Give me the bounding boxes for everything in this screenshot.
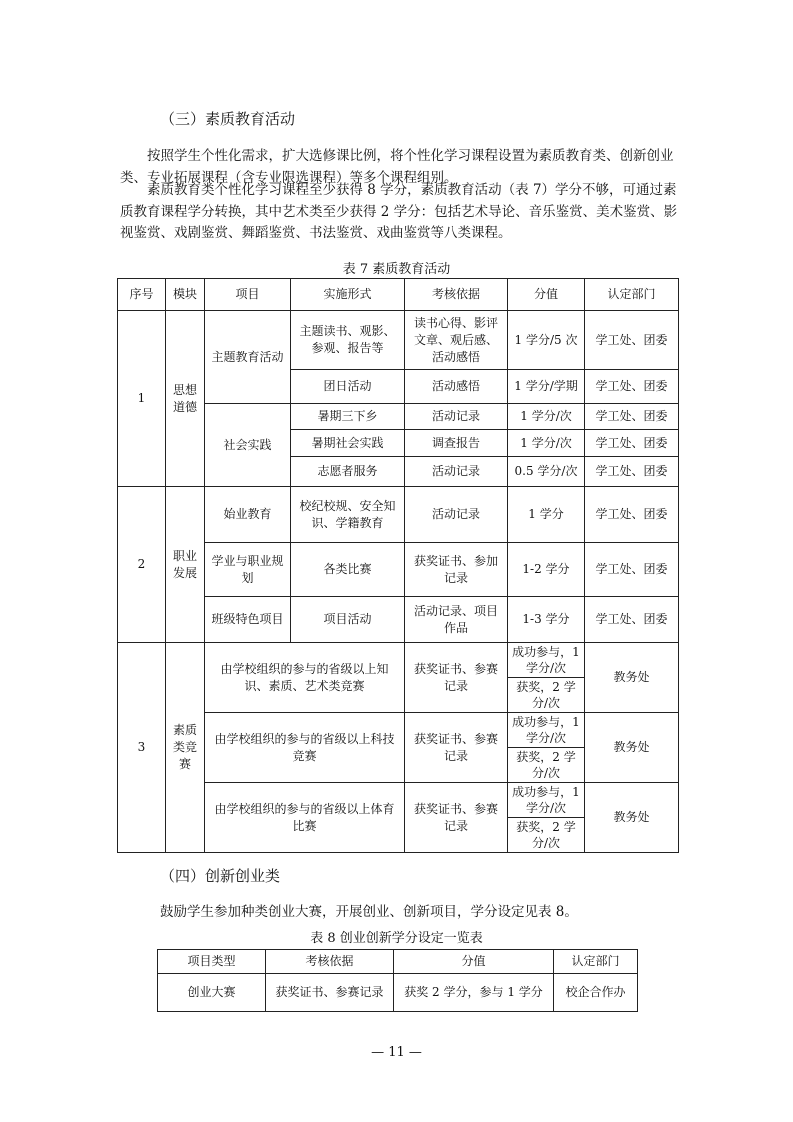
score-award: 获奖，2 学分/次 <box>508 677 584 712</box>
form-cell: 团日活动 <box>291 370 405 404</box>
header-cell: 考核依据 <box>405 279 508 311</box>
table-row <box>118 487 679 543</box>
header-cell: 项目 <box>205 279 291 311</box>
form-cell: 志愿者服务 <box>291 457 405 487</box>
row-number: 2 <box>118 487 166 643</box>
table-7-caption: 表 7 素质教育活动 <box>342 262 451 277</box>
table-8-caption: 表 8 创业创新学分设定一览表 <box>310 931 483 946</box>
paragraph-text: 素质教育类个性化学习课程至少获得 8 学分，素质教育活动（表 7）学分不够，可通过素质教育课程学分转换，其中艺术类至少获得 2 学分：包括艺术导论、音乐鉴赏、美术鉴赏、影视鉴赏、戏剧鉴赏、舞蹈鉴赏、书法鉴赏、戏曲鉴赏等八类课程。 <box>120 182 678 241</box>
item-cell: 由学校组织的参与的省级以上知识、素质、艺术类竞赛 <box>205 643 405 713</box>
item-cell: 班级特色项目 <box>205 597 291 643</box>
dept-cell: 学工处、团委 <box>585 597 679 643</box>
basis-cell: 活动记录 <box>405 404 508 430</box>
dept-cell: 教务处 <box>585 643 679 713</box>
score-cell: 1-3 学分 <box>508 597 585 643</box>
dept-cell: 学工处、团委 <box>585 404 679 430</box>
section-heading-innovation: （四）创新创业类 <box>160 867 281 885</box>
dept-cell: 校企合作办 <box>554 974 638 1012</box>
module-cell: 素质类竞赛 <box>166 643 205 853</box>
module-cell: 思想道德 <box>166 311 205 487</box>
score-cell: 0.5 学分/次 <box>508 457 585 487</box>
header-cell: 考核依据 <box>266 950 394 974</box>
score-participation: 成功参与，1 学分/次 <box>512 645 580 675</box>
item-cell: 学业与职业规划 <box>205 543 291 597</box>
dept-cell: 学工处、团委 <box>585 311 679 370</box>
header-cell: 分值 <box>508 279 585 311</box>
dept-cell: 学工处、团委 <box>585 457 679 487</box>
form-cell: 各类比赛 <box>291 543 405 597</box>
header-cell: 模块 <box>166 279 205 311</box>
header-cell: 实施形式 <box>291 279 405 311</box>
header-cell: 认定部门 <box>585 279 679 311</box>
basis-cell: 获奖证书、参赛记录 <box>405 783 508 853</box>
basis-cell: 获奖证书、参赛记录 <box>405 713 508 783</box>
type-cell: 创业大赛 <box>158 974 266 1012</box>
dept-cell: 教务处 <box>585 713 679 783</box>
dept-cell: 学工处、团委 <box>585 543 679 597</box>
form-cell: 校纪校规、安全知识、学籍教育 <box>291 487 405 543</box>
score-cell: 1 学分/次 <box>508 430 585 457</box>
header-cell: 认定部门 <box>554 950 638 974</box>
basis-cell: 活动记录 <box>405 457 508 487</box>
header-cell: 序号 <box>118 279 166 311</box>
form-cell: 暑期三下乡 <box>291 404 405 430</box>
paragraph-text: 按照学生个性化需求，扩大选修课比例，将个性化学习课程设置为素质教育类、创新创业类、专业拓展课程（含专业限选课程）等多个课程组别。 <box>120 148 674 186</box>
paragraph-innovation: 鼓励学生参加种类创业大赛，开展创业、创新项目，学分设定见表 8。 <box>160 904 578 920</box>
section-heading-quality-education: （三）素质教育活动 <box>160 110 296 128</box>
table-row <box>118 643 679 713</box>
paragraph-credits <box>120 180 680 245</box>
score-award: 获奖，2 学分/次 <box>508 817 584 852</box>
score-cell: 1-2 学分 <box>508 543 585 597</box>
header-cell: 分值 <box>394 950 554 974</box>
header-cell: 项目类型 <box>158 950 266 974</box>
module-cell: 职业发展 <box>166 487 205 643</box>
score-cell <box>508 713 585 783</box>
basis-cell: 调查报告 <box>405 430 508 457</box>
basis-cell: 读书心得、影评文章、观后感、活动感悟 <box>405 311 508 370</box>
dept-cell: 学工处、团委 <box>585 370 679 404</box>
table-row <box>118 311 679 370</box>
table-header-row <box>118 279 679 311</box>
dept-cell: 学工处、团委 <box>585 487 679 543</box>
score-cell <box>508 643 585 713</box>
row-number: 1 <box>118 311 166 487</box>
dept-cell: 教务处 <box>585 783 679 853</box>
score-participation: 成功参与，1 学分/次 <box>512 715 580 745</box>
score-cell: 1 学分 <box>508 487 585 543</box>
basis-cell: 活动记录、项目作品 <box>405 597 508 643</box>
item-cell: 由学校组织的参与的省级以上科技竞赛 <box>205 713 405 783</box>
score-cell: 1 学分/学期 <box>508 370 585 404</box>
score-cell <box>508 783 585 853</box>
form-cell: 主题读书、观影、参观、报告等 <box>291 311 405 370</box>
item-cell: 始业教育 <box>205 487 291 543</box>
row-number: 3 <box>118 643 166 853</box>
item-cell: 由学校组织的参与的省级以上体育比赛 <box>205 783 405 853</box>
table-header-row <box>158 950 638 974</box>
score-cell: 1 学分/5 次 <box>508 311 585 370</box>
item-cell: 社会实践 <box>205 404 291 487</box>
score-cell: 1 学分/次 <box>508 404 585 430</box>
table-8-innovation-credits <box>157 949 638 1012</box>
basis-cell: 活动感悟 <box>405 370 508 404</box>
table-row <box>158 974 638 1012</box>
dept-cell: 学工处、团委 <box>585 430 679 457</box>
score-participation: 成功参与，1 学分/次 <box>512 785 580 815</box>
score-award: 获奖，2 学分/次 <box>508 747 584 782</box>
score-cell: 获奖 2 学分，参与 1 学分 <box>394 974 554 1012</box>
form-cell: 暑期社会实践 <box>291 430 405 457</box>
basis-cell: 获奖证书、参加记录 <box>405 543 508 597</box>
table-7-quality-education <box>117 278 679 853</box>
basis-cell: 活动记录 <box>405 487 508 543</box>
form-cell: 项目活动 <box>291 597 405 643</box>
basis-cell: 获奖证书、参赛记录 <box>266 974 394 1012</box>
page-number: — 11 — <box>371 1045 422 1060</box>
item-cell: 主题教育活动 <box>205 311 291 404</box>
basis-cell: 获奖证书、参赛记录 <box>405 643 508 713</box>
